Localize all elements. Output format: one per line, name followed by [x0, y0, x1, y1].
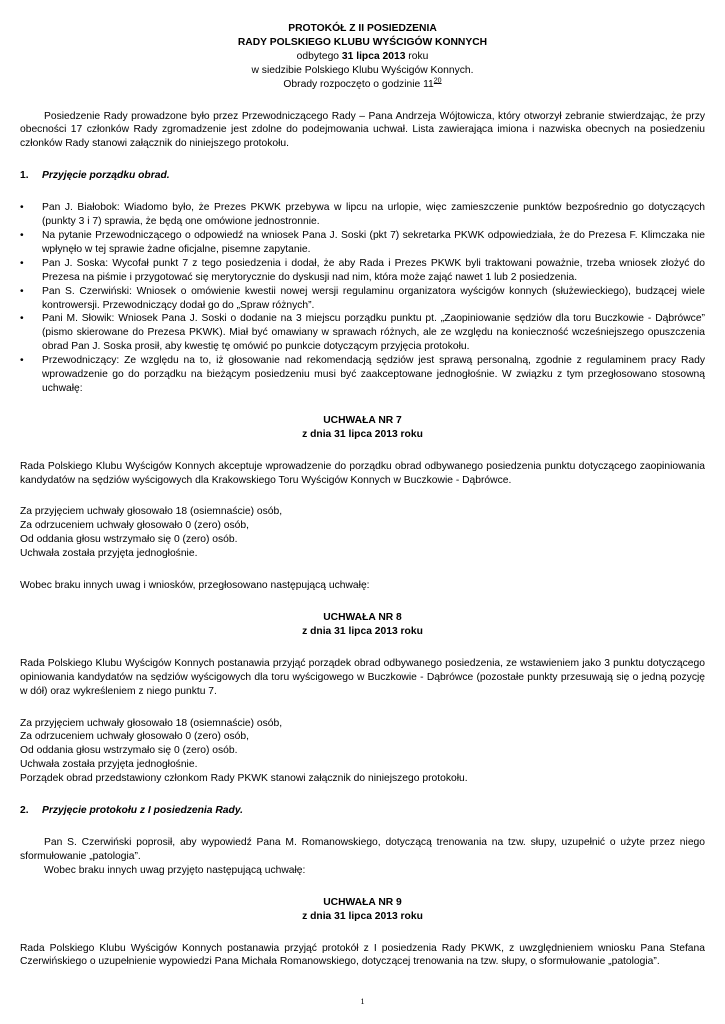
transition-text: Wobec braku innych uwag i wniosków, przegłosowano następującą uchwałę:	[20, 580, 370, 592]
meeting-date-line	[20, 50, 705, 64]
resolution-7-date: z dnia 31 lipca 2013 roku	[302, 428, 423, 440]
vote-line: Od oddania głosu wstrzymało się 0 (zero) osób.	[20, 745, 238, 757]
meeting-date: 31 lipca 2013	[341, 50, 406, 62]
resolution-7-heading	[20, 414, 705, 442]
section-1-bullet-list	[20, 201, 705, 396]
resolution-7-text: Rada Polskiego Klubu Wyścigów Konnych akceptuje wprowadzenie do porządku obrad odbywanego posiedzenia punktu dotyczącego zaopiniowania kandydatów na sędziów wyścigowych dla Krakowskiego Toru Wyścigów Konnych w Buczkowie - Dąbrówce.	[20, 460, 705, 486]
list-item: • Pani M. Słowik: Wniosek Pana J. Soski o dodanie na 3 miejscu porządku punktu pt. „Zaopiniowanie sędziów dla toru Buczkowie - Dąbrówce” (pismo skierowane do Prezesa PKWK). Miał być omawiany w sprawach różnych, ale ze względu na konieczność wcześniejszego opuszczenia obrad Pan J. Soska prosił, aby kwestię tę omówić po punkcie dotyczącym przyjęcia protokołu.	[20, 312, 705, 354]
page-number: 1	[360, 996, 365, 1006]
date-prefix: odbytego	[296, 50, 342, 62]
section-2-title: Przyjęcie protokołu z I posiedzenia Rady.	[42, 805, 244, 817]
list-item: • Przewodniczący: Ze względu na to, iż głosowanie nad rekomendacją sędziów jest sprawą personalną, zgodnie z regulaminem pracy Rady wprowadzenie go do porządku na bieżącym posiedzeniu musi być zaakceptowane jednogłośnie. W związku z tym przegłosowano stosowną uchwałę:	[20, 354, 705, 396]
meeting-start-time	[20, 78, 705, 92]
section-2-number: 2.	[20, 805, 29, 817]
resolution-9-heading	[20, 896, 705, 924]
vote-line: Za odrzuceniem uchwały głosowało 0 (zero) osób,	[20, 520, 249, 532]
list-item: • Pan J. Białobok: Wiadomo było, że Prezes PKWK przebywa w lipcu na urlopie, więc zamieszczenie punktów bezpośrednio go dotyczących (punkty 3 i 7) sprawia, że będą one omówione jednostronnie.	[20, 201, 705, 229]
vote-line: Za przyjęciem uchwały głosowało 18 (osiemnaście) osób,	[20, 506, 283, 518]
council-name: RADY POLSKIEGO KLUBU WYŚCIGÓW KONNYCH	[237, 36, 488, 48]
section-1-heading	[20, 169, 705, 183]
resolution-9-text: Rada Polskiego Klubu Wyścigów Konnych postanawia przyjąć protokół z I posiedzenia Rady PKWK, z uwzględnieniem wniosku Pana Stefana Czerwińskiego o uzupełnienie wypowiedzi Pana Michała Romanowskiego, dotyczącej trenowania na tzw. słupy, o sformułowanie „patologia”.	[20, 942, 705, 968]
resolution-8-votes	[20, 717, 705, 787]
resolution-7-votes	[20, 505, 705, 561]
section-1-title: Przyjęcie porządku obrad.	[42, 170, 170, 182]
vote-line: Porządek obrad przedstawiony członkom Rady PKWK stanowi załącznik do niniejszego protokołu.	[20, 773, 468, 785]
meeting-location: w siedzibie Polskiego Klubu Wyścigów Konnych.	[251, 64, 474, 76]
resolution-8-date: z dnia 31 lipca 2013 roku	[302, 625, 423, 637]
vote-line: Za przyjęciem uchwały głosowało 18 (osiemnaście) osób,	[20, 717, 283, 729]
vote-line: Od oddania głosu wstrzymało się 0 (zero) osób.	[20, 534, 238, 546]
intro-paragraph: Posiedzenie Rady prowadzone było przez Przewodniczącego Rady – Pana Andrzeja Wójtowicza, który otworzył zebranie stwierdzając, że przy obecności 17 członków Rady zgromadzenie jest zdolne do podejmowania uchwał. Lista zawierająca imiona i nazwiska obecnych na posiedzeniu członków Rady stanowi załącznik do niniejszego protokołu.	[20, 110, 705, 150]
date-suffix: roku	[405, 50, 429, 62]
start-time-minutes: 20	[433, 77, 442, 85]
resolution-8-text: Rada Polskiego Klubu Wyścigów Konnych postanawia przyjąć porządek obrad odbywanego posiedzenia, ze wstawieniem jako 3 punktu dotyczącego opiniowania kandydatów na sędziów wyścigowych dla toru wyścigowego w Buczkowie - Dąbrówce (pozostałe punkty przesuwają się o jedną pozycję w dół) oraz wykreśleniem z niego punktu 7.	[20, 657, 705, 697]
section-2-paragraph-2: Wobec braku innych uwag przyjęto następującą uchwałę:	[44, 864, 306, 876]
list-item: • Pan S. Czerwiński: Wniosek o omówienie kwestii nowej wersji regulaminu organizatora wyścigów konnych (służewieckiego), budzącej wiele kontrowersji. Przewodniczący dodał go do „Spraw różnych”.	[20, 285, 705, 313]
document-header	[20, 22, 705, 92]
list-item: • Na pytanie Przewodniczącego o odpowiedź na wniosek Pana J. Soski (pkt 7) sekretarka PKWK odpowiedziała, że do Prezesa F. Klimczaka nie wpłynęło w tej sprawie żadne oficjalne, pisemne zapytanie.	[20, 229, 705, 257]
list-item: • Pan J. Soska: Wycofał punkt 7 z tego posiedzenia i dodał, że aby Rada i Prezes PKWK byli traktowani poważnie, trzeba wniosek złożyć do Prezesa na piśmie i przygotować się merytorycznie do dyskusji nad nim, która może zająć nawet 1 lub 2 posiedzenia.	[20, 257, 705, 285]
resolution-8-title: UCHWAŁA NR 8	[323, 612, 402, 623]
vote-line: Za odrzuceniem uchwały głosowało 0 (zero) osób,	[20, 731, 249, 743]
section-1-number: 1.	[20, 170, 29, 182]
vote-line: Uchwała została przyjęta jednogłośnie.	[20, 548, 198, 560]
resolution-9-date: z dnia 31 lipca 2013 roku	[302, 910, 423, 922]
start-time-text: Obrady rozpoczęto o godzinie 11	[283, 78, 434, 90]
section-2-heading	[20, 804, 705, 818]
resolution-7-title: UCHWAŁA NR 7	[323, 414, 402, 426]
vote-line: Uchwała została przyjęta jednogłośnie.	[20, 759, 198, 771]
resolution-8-heading	[20, 611, 705, 639]
protocol-title: PROTOKÓŁ Z II POSIEDZENIA	[288, 23, 437, 34]
resolution-9-title: UCHWAŁA NR 9	[323, 896, 402, 908]
section-2-paragraph-1: Pan S. Czerwiński poprosił, aby wypowiedź Pana M. Romanowskiego, dotyczącą trenowania na tzw. słupy, uzupełnić o użyte przez niego sformułowanie „patologia”.	[20, 836, 705, 862]
